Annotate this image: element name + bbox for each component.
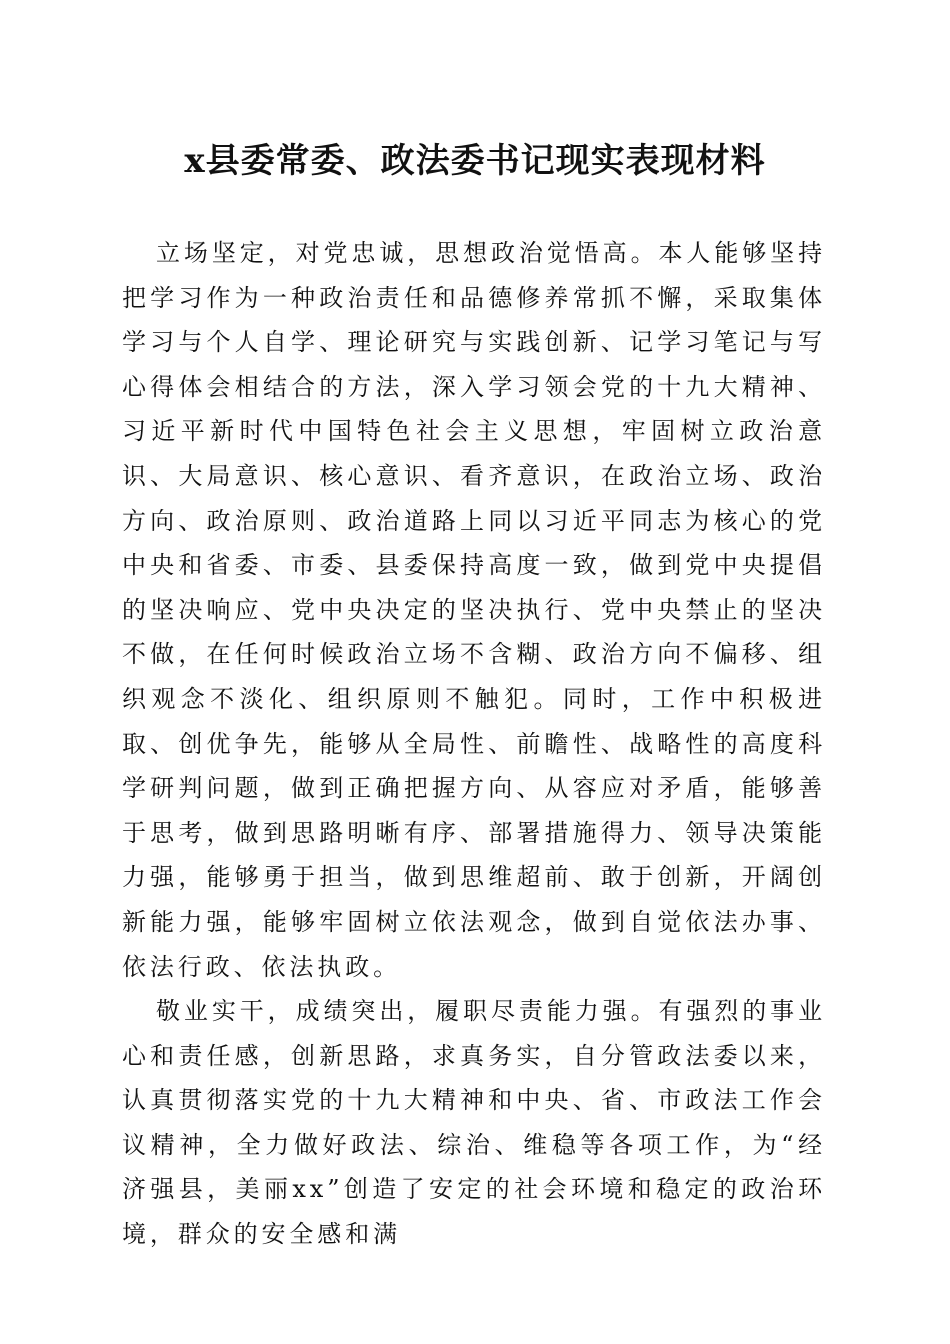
document-body — [122, 231, 826, 1257]
paragraph-1: 立场坚定，对党忠诚，思想政治觉悟高。本人能够坚持把学习作为一种政治责任和品德修养常抓不懈，采取集体学习与个人自学、理论研究与实践创新、记学习笔记与写心得体会相结合的方法，深入学习领会党的十九大精神、习近平新时代中国特色社会主义思想，牢固树立政治意识、大局意识、核心意识、看齐意识，在政治立场、政治方向、政治原则、政治道路上同以习近平同志为核心的党中央和省委、市委、县委保持高度一致，做到党中央提倡的坚决响应、党中央决定的坚决执行、党中央禁止的坚决不做，在任何时候政治立场不含糊、政治方向不偏移、组织观念不淡化、组织原则不触犯。同时，工作中积极进取、创优争先，能够从全局性、前瞻性、战略性的高度科学研判问题，做到正确把握方向、从容应对矛盾，能够善于思考，做到思路明晰有序、部署措施得力、领导决策能力强，能够勇于担当，做到思维超前、敢于创新，开阔创新能力强，能够牢固树立依法观念，做到自觉依法办事、依法行政、依法执政。 — [122, 239, 826, 981]
paragraph-2: 敬业实干，成绩突出，履职尽责能力强。有强烈的事业心和责任感，创新思路，求真务实，自分管政法委以来，认真贯彻落实党的十九大精神和中央、省、市政法工作会议精神，全力做好政法、综治、维稳等各项工作，为“经济强县，美丽xx”创造了安定的社会环境和稳定的政治环境，群众的安全感和满 — [122, 997, 826, 1249]
document-title: x县委常委、政法委书记现实表现材料 — [184, 141, 766, 181]
